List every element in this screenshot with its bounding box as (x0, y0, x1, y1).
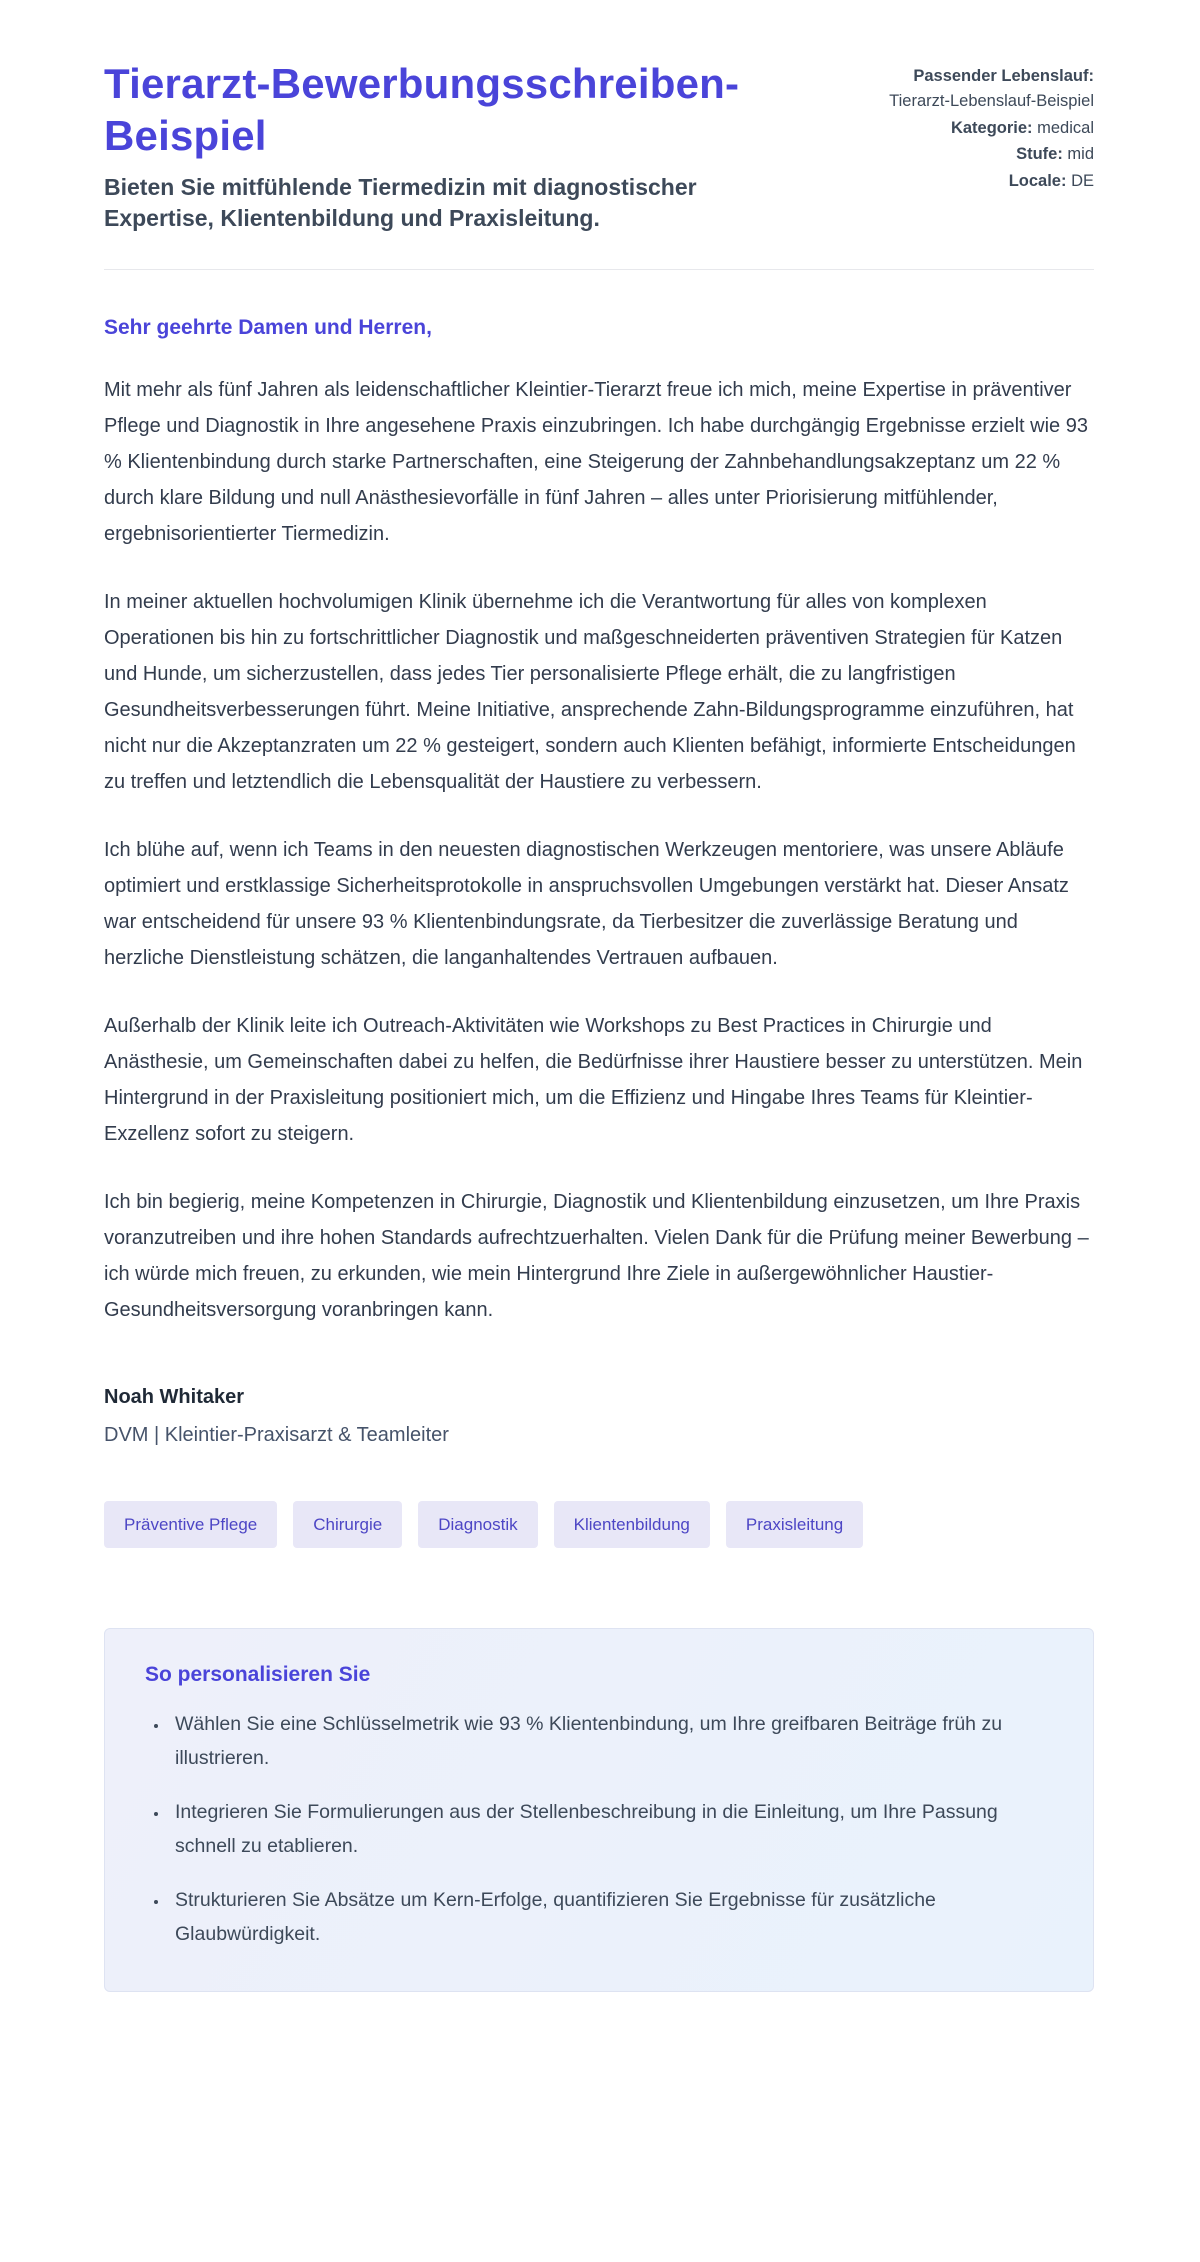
letter-greeting: Sehr geehrte Damen und Herren, (104, 315, 432, 339)
meta-row (854, 64, 1094, 114)
letter-paragraph: Außerhalb der Klinik leite ich Outreach-Aktivitäten wie Workshops zu Best Practices in Chirurgie und Anästhesie, um Gemeinschaften dabei zu helfen, die Bedürfnisse ihrer Haustiere besser zu unterstützen. Mein Hintergrund in der Praxisleitung positioniert mich, um die Effizienz und Hingabe Ihres Teams für Kleintier-Exzellenz sofort zu steigern. (104, 1014, 1083, 1145)
tips-title: So personalisieren Sie (145, 1662, 371, 1686)
meta-value: DE (1071, 172, 1094, 190)
letter-paragraph: In meiner aktuellen hochvolumigen Klinik übernehme ich die Verantwortung für alles von komplexen Operationen bis hin zu fortschrittlicher Diagnostik und maßgeschneiderten präventiven Strategien für Katzen und Hunde, um sicherzustellen, dass jedes Tier personalisierte Pflege erhält, die zu langfristigen Gesundheitsverbesserungen führt. Meine Initiative, ansprechende Zahn-Bildungsprogramme einzuführen, hat nicht nur die Akzeptanzraten um 22 % gesteigert, sondern auch Klienten befähigt, informierte Entscheidungen zu treffen und letztendlich die Lebensqualität der Haustiere zu verbessern. (104, 590, 1076, 793)
skill-tag: Praxisleitung (726, 1501, 863, 1548)
letter-paragraph: Ich bin begierig, meine Kompetenzen in Chirurgie, Diagnostik und Klientenbildung einzusetzen, um Ihre Praxis voranzutreiben und ihre hohen Standards aufrechtzuerhalten. Vielen Dank für die Prüfung meiner Bewerbung – ich würde mich freuen, zu erkunden, wie mein Hintergrund Ihre Ziele in außergewöhnlicher Haustier-Gesundheitsversorgung voranbringen kann. (104, 1190, 1089, 1321)
meta-label: Locale: (1008, 172, 1067, 190)
page-header (104, 58, 1094, 235)
personalization-tips-box (104, 1628, 1094, 1993)
meta-row (854, 169, 1094, 194)
signature-title: DVM | Kleintier-Praxisarzt & Teamleiter (104, 1423, 449, 1446)
meta-label: Kategorie: (950, 118, 1033, 137)
meta-value: Tierarzt-Lebenslauf-Beispiel (889, 91, 1094, 110)
skill-tags (104, 1501, 1094, 1548)
tip-item: • Strukturieren Sie Absätze um Kern-Erfolge, quantifizieren Sie Ergebnisse für zusätzliche Glaubwürdigkeit. (169, 1883, 1053, 1951)
tip-item: • Integrieren Sie Formulierungen aus der Stellenbeschreibung in die Einleitung, um Ihre Passung schnell zu etablieren. (169, 1795, 1053, 1863)
tips-list (145, 1707, 1053, 1952)
letter-body (104, 372, 1094, 1328)
meta-label: Passender Lebenslauf: (913, 67, 1094, 85)
tip-item: • Wählen Sie eine Schlüsselmetrik wie 93 % Klientenbindung, um Ihre greifbaren Beiträge früh zu illustrieren. (169, 1707, 1053, 1775)
header-divider (104, 269, 1094, 270)
skill-tag: Diagnostik (418, 1501, 537, 1548)
skill-tag: Klientenbildung (554, 1501, 710, 1548)
meta-label: Stufe: (1016, 145, 1063, 164)
resume-meta-panel (854, 58, 1094, 196)
page-title: Tierarzt-Bewerbungsschreiben-Beispiel (104, 60, 740, 160)
meta-row (854, 116, 1094, 141)
cover-letter (104, 316, 1094, 1993)
header-title-block (104, 58, 744, 235)
meta-value: mid (1067, 145, 1094, 164)
meta-value: medical (1037, 118, 1094, 137)
letter-paragraph: Mit mehr als fünf Jahren als leidenschaftlicher Kleintier-Tierarzt freue ich mich, meine Expertise in präventiver Pflege und Diagnostik in Ihre angesehene Praxis einzubringen. Ich habe durchgängig Ergebnisse erzielt wie 93 % Klientenbindung durch starke Partnerschaften, eine Steigerung der Zahnbehandlungsakzeptanz um 22 % durch klare Bildung und null Anästhesievorfälle in fünf Jahren – alles unter Priorisierung mitfühlender, ergebnisorientierter Tiermedizin. (104, 378, 1088, 545)
page-subtitle: Bieten Sie mitfühlende Tiermedizin mit diagnostischer Expertise, Klientenbildung und Praxisleitung. (104, 174, 697, 232)
signature-name: Noah Whitaker (104, 1385, 245, 1408)
skill-tag: Chirurgie (293, 1501, 402, 1548)
skill-tag: Präventive Pflege (104, 1501, 277, 1548)
meta-row (854, 142, 1094, 167)
letter-paragraph: Ich blühe auf, wenn ich Teams in den neuesten diagnostischen Werkzeugen mentoriere, was unsere Abläufe optimiert und erstklassige Sicherheitsprotokolle in anspruchsvollen Umgebungen verstärkt hat. Dieser Ansatz war entscheidend für unsere 93 % Klientenbindungsrate, da Tierbesitzer die zuverlässige Beratung und herzliche Dienstleistung schätzen, die langanhaltendes Vertrauen aufbauen. (104, 838, 1069, 969)
